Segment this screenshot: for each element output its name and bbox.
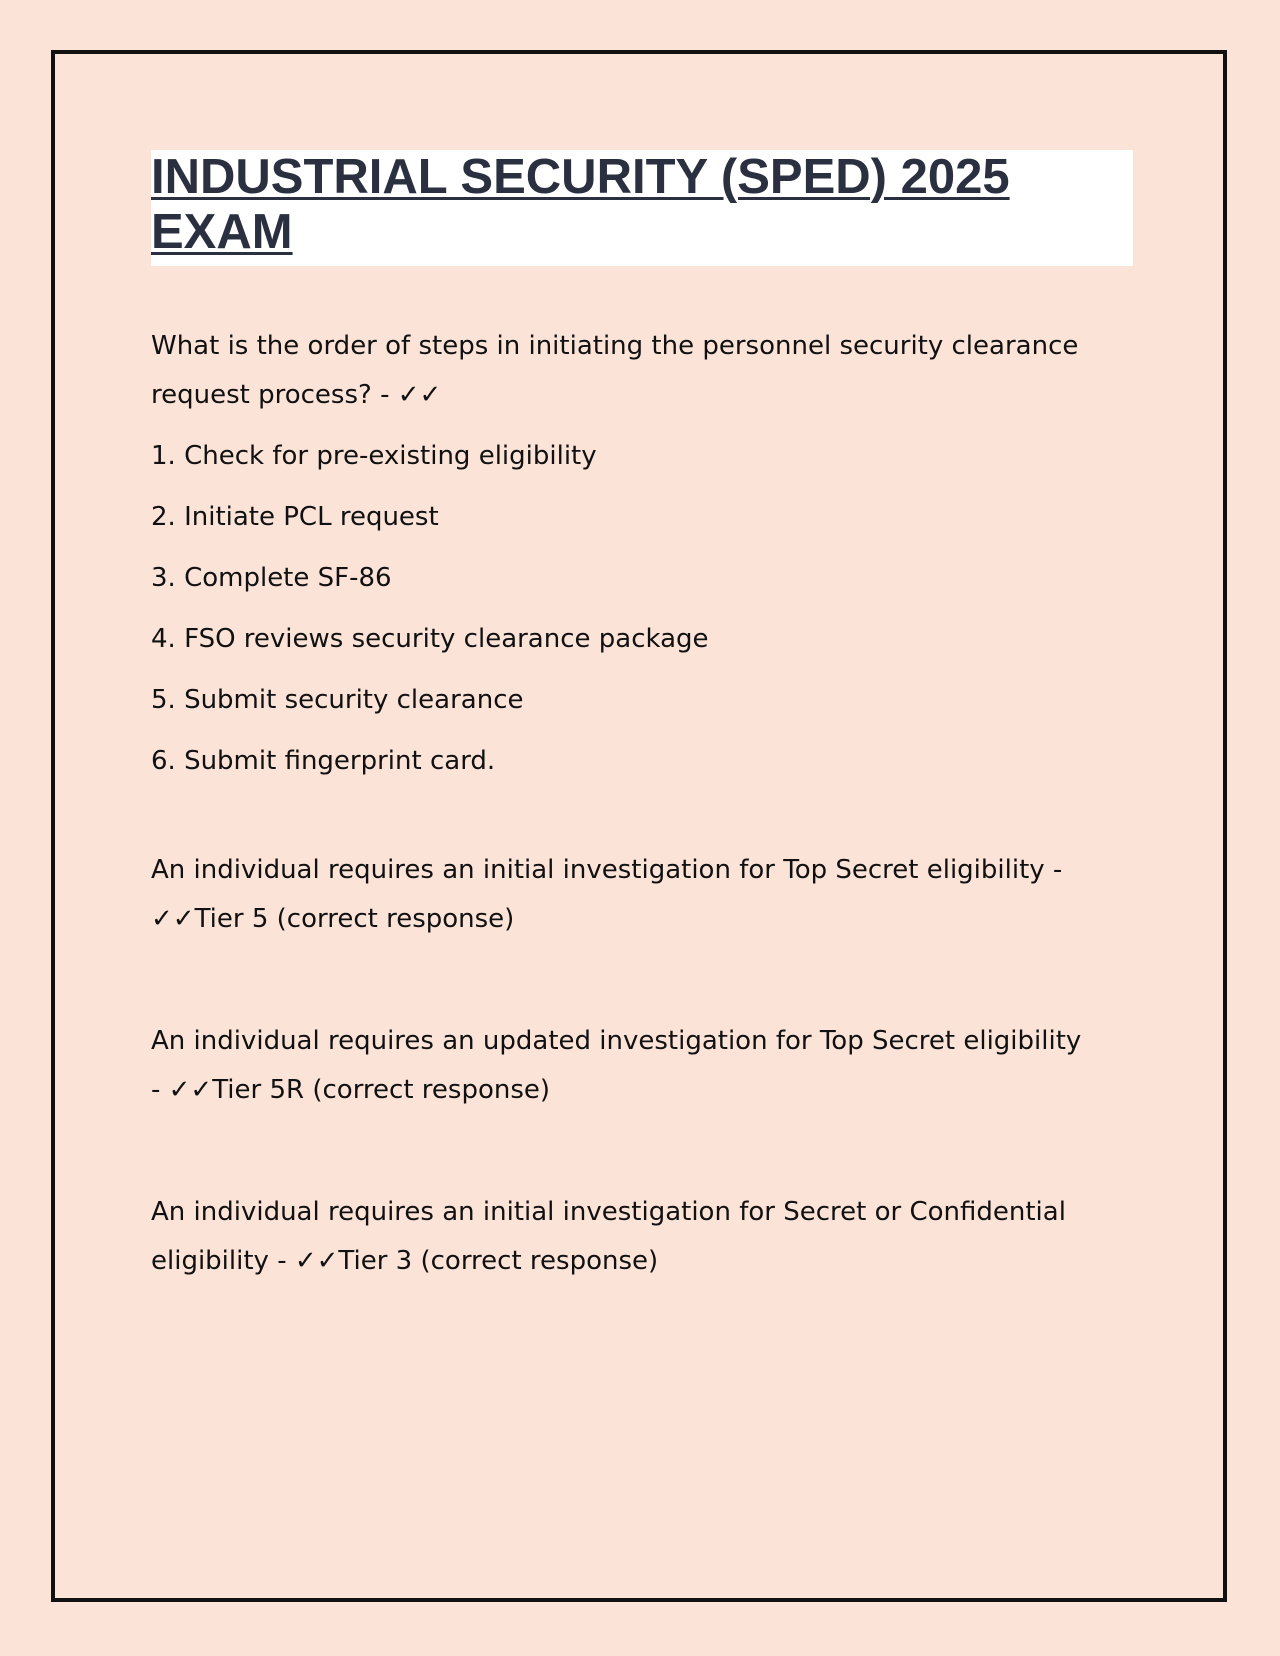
- question-1: [151, 322, 1133, 786]
- step-item: 1. Check for pre-existing eligibility: [151, 441, 597, 471]
- question-2: [151, 846, 1133, 944]
- step-item: 2. Initiate PCL request: [151, 502, 439, 532]
- step-item: 5. Submit security clearance: [151, 685, 524, 715]
- question-3-answer: - ✓✓Tier 5R (correct response): [151, 1075, 551, 1105]
- question-1-prompt-line-1: What is the order of steps in initiating the personnel security clearance: [151, 331, 1079, 361]
- question-4-answer: eligibility - ✓✓Tier 3 (correct response): [151, 1246, 659, 1276]
- question-2-line-1: An individual requires an initial investigation for Top Secret eligibility -: [151, 855, 1063, 885]
- question-1-prompt-line-2: request process? - ✓✓: [151, 380, 442, 410]
- question-4-line-1: An individual requires an initial investigation for Secret or Confidential: [151, 1197, 1066, 1227]
- step-item: 3. Complete SF-86: [151, 563, 392, 593]
- question-4: [151, 1188, 1133, 1286]
- question-2-answer: ✓✓Tier 5 (correct response): [151, 904, 515, 934]
- step-item: 4. FSO reviews security clearance package: [151, 624, 709, 654]
- question-3: [151, 1017, 1133, 1115]
- document-body: [151, 322, 1133, 1286]
- question-1-prompt: [151, 322, 1133, 420]
- title-line-2: EXAM: [151, 205, 293, 259]
- step-item: 6. Submit fingerprint card.: [151, 746, 496, 776]
- question-3-line-1: An individual requires an updated investigation for Top Secret eligibility: [151, 1026, 1082, 1056]
- page-title: [151, 150, 1133, 260]
- title-box: [151, 150, 1133, 266]
- title-line-1: INDUSTRIAL SECURITY (SPED) 2025: [151, 150, 1010, 204]
